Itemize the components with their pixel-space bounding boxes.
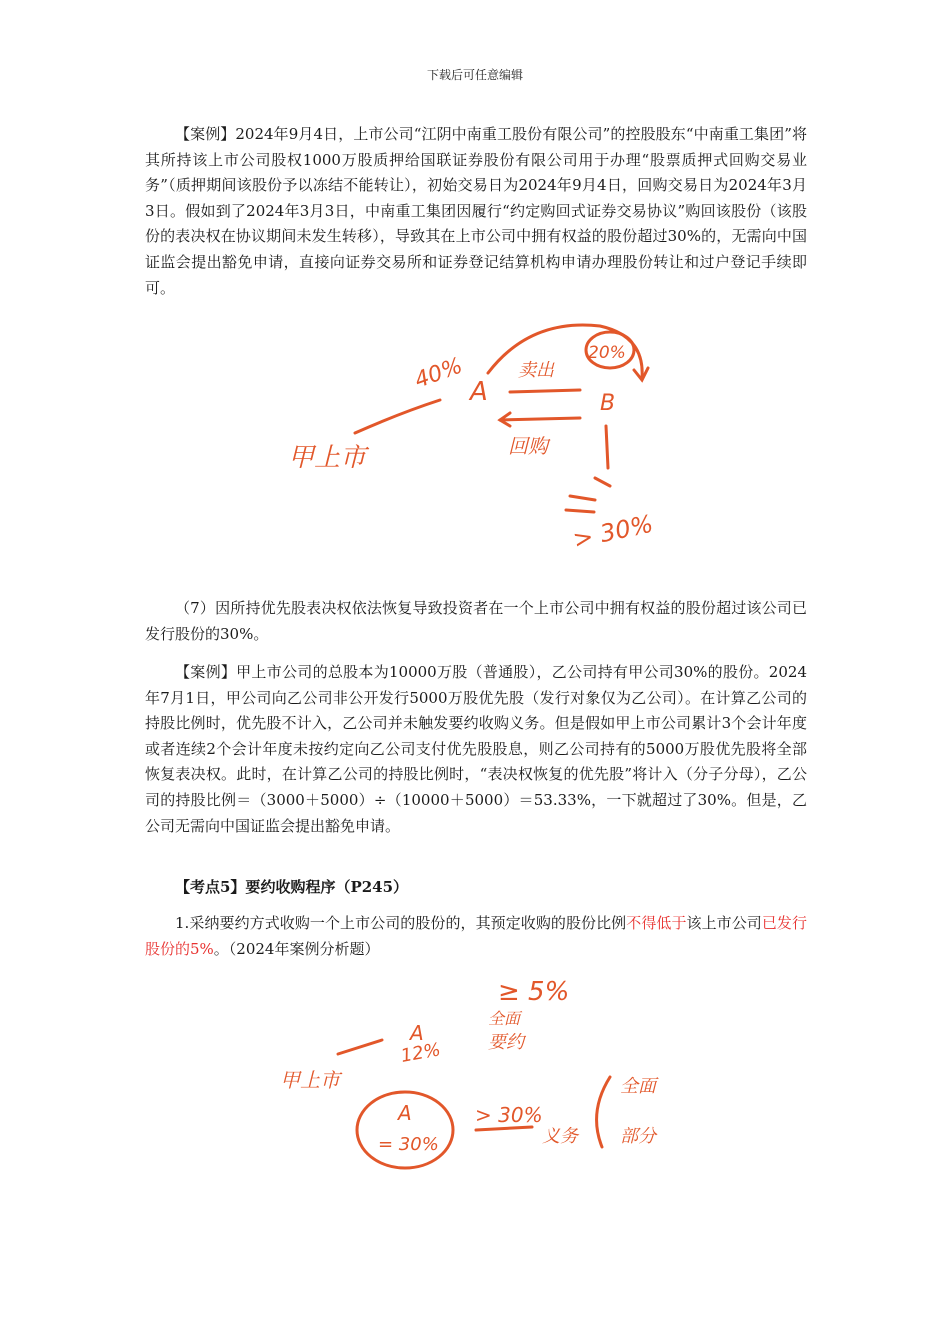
item-1-paragraph [145,911,807,962]
sketch2-gt30: > 30% [475,1103,543,1127]
sketch2-jia: 甲上市 [280,1068,340,1092]
handwritten-sketch-tender [270,962,690,1177]
item-7-paragraph: （7）因所持优先股表决权依法恢复导致投资者在一个上市公司中拥有权益的股份超过该公司已发行股份的30%。 [145,599,807,643]
sketch-eq-top [570,496,595,500]
sketch-arrow-right [510,390,580,392]
handwritten-sketch-pledge [270,318,690,568]
sketch-arrow-left [500,418,580,420]
sketch2-arrow-line [476,1127,532,1130]
case-paragraph-pledge: 【案例】2024年9月4日，上市公司“江阴中南重工股份有限公司”的控股股东“中南重工集团”将其所持该上市公司股权1000万股质押给国联证券股份有限公司用于办理“股票质押式回购交易业务”（质押期间该股份予以冻结不能转让），初始交易日为2024年9月4日，回购交易日为2024年3月3日。假如到了2024年3月3日，中南重工集团因履行“约定购回式证券交易协议”购回该股份（该股份的表决权在协议期间未发生转移），导致其在上市公司中拥有权益的股份超过30%的，无需向中国证监会提出豁免申请，直接向证券交易所和证券登记结算机构申请办理股份转让和过户登记手续即可。 [145,125,807,297]
item-1-highlight-2: 已发行股份的5% [145,914,807,958]
sketch2-a-top: A [410,1021,424,1045]
sketch-over30: > 30% [570,509,656,554]
sketch2-yaoyue: 要约 [488,1032,524,1053]
item-1-middle: 该上市公司 [686,914,762,932]
sketch2-eq30: = 30% [378,1134,439,1155]
sketch2-pct12: 12% [399,1039,443,1067]
section-heading-5: 【考点5】要约收购程序（P245） [175,878,409,896]
sketch-bottom-label: 回购 [508,434,548,458]
sketch-line-down [606,426,608,468]
item-1-suffix: 。（2024年案例分析题） [213,939,380,958]
sketch2-bufen: 部分 [620,1126,656,1147]
sketch-pct40: 40% [411,353,467,394]
sketch2-quanmian: 全面 [488,1009,521,1028]
sketch-tick [595,478,610,486]
sketch2-a-circle: A [398,1101,412,1125]
sketch-b: B [600,391,616,416]
sketch2-line [338,1040,382,1054]
sketch-circle-pct: 20% [588,343,626,363]
sketch2-brace [597,1077,610,1147]
page-header: 下载后可任意编辑 [426,68,523,82]
case-paragraph-preferred: 【案例】甲上市公司的总股本为10000万股（普通股），乙公司持有甲公司30%的股份。2024年7月1日，甲公司向乙公司非公开发行5000万股优先股（发行对象仅为乙公司）。在计算乙公司的持股比例时，优先股不计入，乙公司并未触发要约收购义务。但是假如甲上市公司累计3个会计年度或者连续2个会计年度未按约定向乙公司支付优先股股息，则乙公司持有的5000万股优先股将全部恢复表决权。此时，在计算乙公司的持股比例时，“表决权恢复的优先股”将计入（分子分母），乙公司的持股比例＝（3000＋5000）÷（10000＋5000）＝53.33%，一下就超过了30%。但是，乙公司无需向中国证监会提出豁免申请。 [145,663,807,835]
sketch2-ge5: ≥ 5% [498,977,570,1007]
sketch-line-jia-a [355,400,440,433]
sketch2-yiwu: 义务 [542,1126,578,1147]
sketch-a: A [470,377,488,407]
item-1-prefix: 1.采纳要约方式收购一个上市公司的股份的，其预定收购的股份比例 [175,914,627,932]
sketch-top-label: 卖出 [518,360,554,381]
item-1-highlight-1: 不得低于 [626,914,687,932]
sketch2-quanmian2: 全面 [620,1076,656,1097]
sketch-jia-label: 甲上市 [288,443,367,473]
sketch-eq-bottom [566,510,594,512]
